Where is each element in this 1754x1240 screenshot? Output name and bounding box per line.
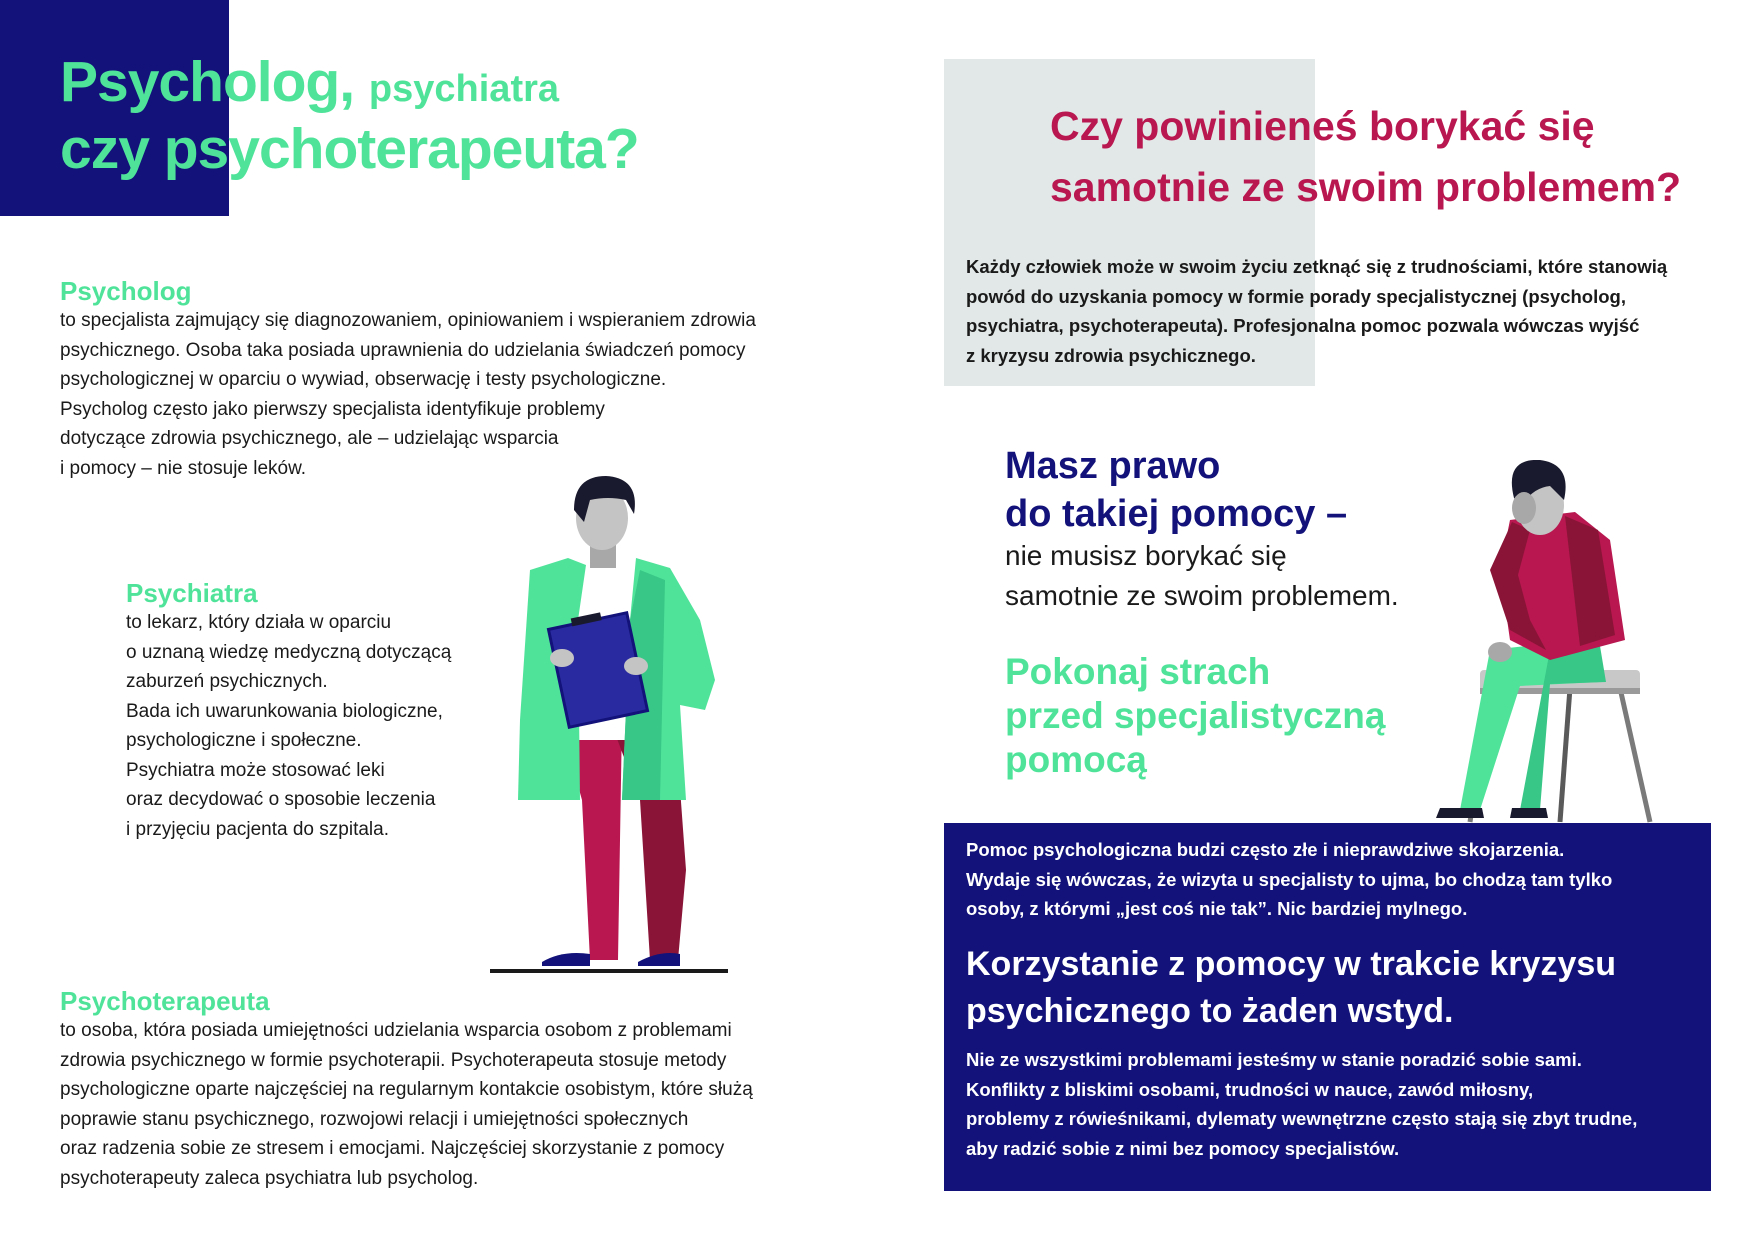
psychiatra-body: to lekarz, który działa w oparciu o uznaną wiedzę medyczną dotyczącą zaburzeń psychicznych. Bada ich uwarunkowania biologiczne, psychologiczne i społeczne. Psychiatra może stosować leki oraz decydować o sposobie leczenia i przyjęciu pacjenta do szpitala. — [126, 612, 452, 840]
doctor-illustration — [490, 470, 740, 980]
panel-heading: Korzystanie z pomocy w trakcie kryzysu psychicznego to żaden wstyd. — [966, 945, 1617, 1030]
psychoterapeuta-heading: Psychoterapeuta — [60, 986, 270, 1016]
title-line1-small: psychiatra — [368, 68, 560, 110]
worried-man-illustration — [1400, 460, 1690, 830]
psychiatra-heading: Psychiatra — [126, 578, 258, 608]
intro-paragraph: Każdy człowiek może w swoim życiu zetknąć się z trudnościami, które stanowią powód do uzyskania pomocy w formie porady specjalistycznej (psycholog, psychiatra, psychoterapeuta). Profesjonalna pomoc pozwala wówczas wyjść z kryzysu zdrowia psychicznego. — [966, 256, 1668, 366]
psycholog-body: to specjalista zajmujący się diagnozowaniem, opiniowaniem i wspieraniem zdrowia psychicznego. Osoba taka posiada uprawnienia do udzielania świadczeń pomocy psychologicznej w oparciu o wywiad, obserwację i testy psychologiczne. Psycholog często jako pierwszy specjalista identyfikuje problemy dotyczące zdrowia psychicznego, ale – udzielając wsparcia i pomocy – nie stosuje leków. — [60, 310, 756, 479]
info-panel — [944, 823, 1711, 1191]
panel-paragraph-2: Nie ze wszystkimi problemami jesteśmy w stanie poradzić sobie sami. Konflikty z bliskimi osobami, trudności w nauce, zawód miłosny, problemy z rówieśnikami, dylematy wewnętrzne często stają się zbyt trudne, aby radzić sobie z nimi bez pomocy specjalistów. — [966, 1049, 1638, 1159]
title-line2: czy psychoterapeuta? — [60, 117, 639, 181]
title-line1-big: Psycholog, — [60, 50, 355, 114]
overcome-fear-heading: Pokonaj strach przed specjalistyczną pomocą — [1005, 651, 1386, 780]
section-psychiatra — [126, 578, 546, 844]
section-psychoterapeuta — [60, 986, 860, 1193]
section-psycholog — [60, 276, 840, 483]
psychoterapeuta-body: to osoba, która posiada umiejętności udzielania wsparcia osobom z problemami zdrowia psychicznego w formie psychoterapii. Psychoterapeuta stosuje metody psychologiczne oparte najczęściej na regularnym kontakcie osobistym, które służą poprawie stanu psychicznego, rozwojowi relacji i umiejętności społecznych oraz radzenia sobie ze stresem i emocjami. Najczęściej skorzystanie z pomocy psychoterapeuty zaleca psychiatra lub psycholog. — [60, 1020, 753, 1189]
panel-paragraph-1: Pomoc psychologiczna budzi często złe i nieprawdziwe skojarzenia. Wydaje się wówczas, że wizyta u specjalisty to ujma, bo chodzą tam tylko osoby, z którymi „jest coś nie tak”. Nic bardziej mylnego. — [966, 839, 1613, 919]
page-title — [60, 52, 639, 179]
rights-body: nie musisz borykać się samotnie ze swoim problemem. — [1005, 540, 1399, 611]
rights-heading: Masz prawo do takiej pomocy – — [1005, 445, 1348, 535]
question-heading: Czy powinieneś borykać się samotnie ze swoim problemem? — [1050, 103, 1682, 210]
psycholog-heading: Psycholog — [60, 276, 192, 306]
